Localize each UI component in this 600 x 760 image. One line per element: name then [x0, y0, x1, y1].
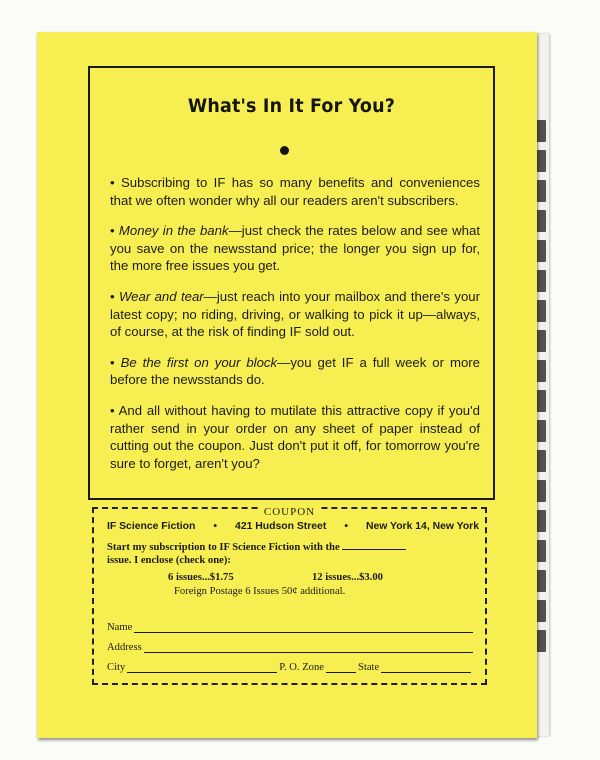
paragraph-wear: • Wear and tear—just reach into your mailbox and there's your latest copy; no riding, driving, or walking to pick it up—always, of course, at the risk of finding IF sold out.: [110, 288, 481, 340]
spine-lettering: [536, 120, 546, 680]
state-line[interactable]: [381, 663, 471, 673]
city-line[interactable]: [127, 663, 277, 673]
start-line-1: Start my subscription to IF Science Fiction with the: [107, 542, 406, 553]
paragraph-intro: • Subscribing to IF has so many benefits and conveniences that we often wonder why all our readers aren't subscribers.: [110, 175, 480, 208]
name-field[interactable]: Name: [107, 622, 473, 633]
paragraph-money: • Money in the bank—just check the rates below and see what you save on the newsstand price; the longer you sign up for, the more free issues you get.: [110, 223, 480, 274]
city-row: [107, 662, 473, 673]
name-line[interactable]: [134, 623, 473, 633]
state-label: State: [357, 662, 380, 673]
zone-label: P. O. Zone: [279, 662, 324, 673]
start-line-2: issue. I enclose (check one):: [107, 555, 231, 566]
coupon-title: COUPON: [94, 500, 485, 519]
ad-body: [110, 174, 480, 485]
option-6-issues[interactable]: 6 issues...$1.75: [168, 572, 234, 583]
coupon-address: IF Science Fiction • 421 Hudson Street • New York 14, New York: [107, 521, 479, 532]
bullet-dot-ornament: [280, 146, 289, 155]
zone-line[interactable]: [326, 663, 356, 673]
city-label: City: [107, 662, 126, 673]
paragraph-mutilate: • And all without having to mutilate this attractive copy if you'd rather send in your order on any sheet of paper instead of cutting out the coupon. Just don't put it off, for tomorrow you're sure to forget, aren't you?: [110, 402, 480, 471]
address-line[interactable]: [144, 643, 473, 653]
page-title: What's In It For You?: [187, 95, 396, 117]
foreign-postage-note: Foreign Postage 6 Issues 50¢ additional.: [174, 586, 346, 597]
option-12-issues[interactable]: 12 issues...$3.00: [312, 572, 383, 583]
issue-blank[interactable]: [342, 549, 406, 550]
paragraph-first: • Be the first on your block—you get IF a full week or more before the newsstands do.: [110, 354, 481, 388]
address-field[interactable]: Address: [107, 642, 473, 653]
